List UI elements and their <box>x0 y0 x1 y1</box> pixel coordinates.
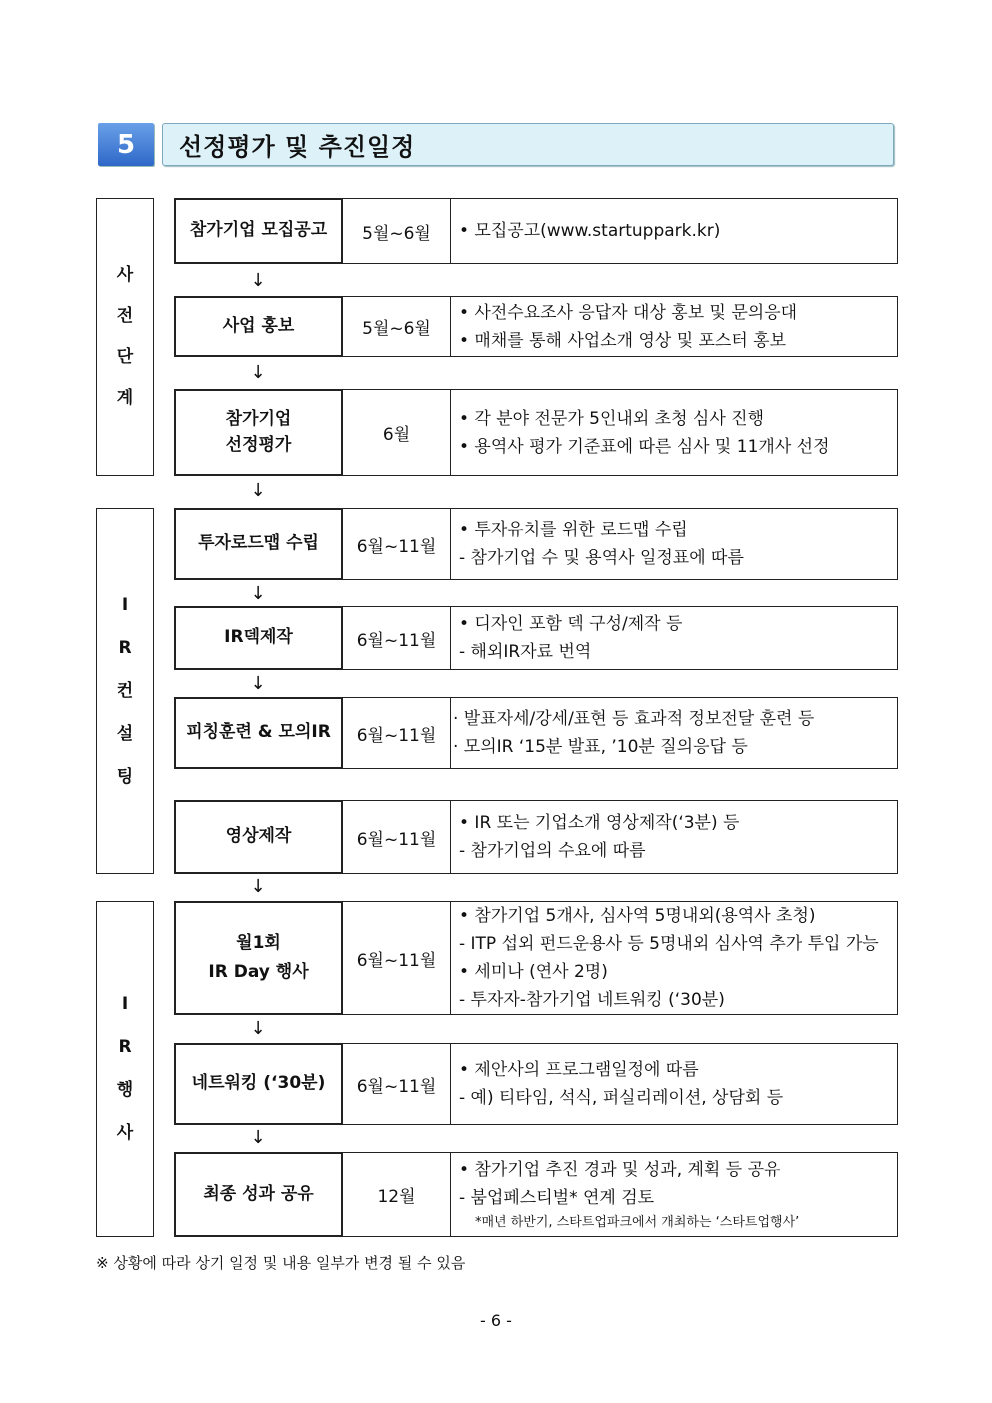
phase-char: 계 <box>116 388 134 408</box>
arrow-down-icon: ↓ <box>250 1127 266 1148</box>
detail-line: • IR 또는 기업소개 영상제작(‘3분) 등 <box>459 813 740 833</box>
step-name: 영상제작 <box>174 800 343 874</box>
arrow-down-icon: ↓ <box>250 583 266 604</box>
detail-footnote: *매년 하반기, 스타트업파크에서 개최하는 ‘스타트업행사’ <box>475 1214 800 1230</box>
detail-line: · 발표자세/강세/표현 등 효과적 정보전달 훈련 등 <box>453 709 815 729</box>
step-name-line: 참가기업 <box>225 409 292 429</box>
detail-line: · 모의IR ‘15분 발표, ’10분 질의응답 등 <box>453 737 748 757</box>
step-name <box>174 901 343 1015</box>
step-period: 6월~11월 <box>343 901 451 1015</box>
detail-line: - 참가기업 수 및 용역사 일정표에 따름 <box>459 548 744 568</box>
schedule-row <box>174 1152 898 1237</box>
step-period: 6월 <box>343 389 451 476</box>
phase-char: R <box>118 637 132 658</box>
schedule-row <box>174 198 898 264</box>
step-name: 사업 홍보 <box>174 296 343 357</box>
step-name: 피칭훈련 & 모의IR <box>174 697 343 769</box>
step-name: 참가기업 모집공고 <box>174 198 343 264</box>
step-details <box>451 198 898 264</box>
step-details <box>451 800 898 874</box>
step-name-line: 선정평가 <box>225 434 292 455</box>
schedule-row <box>174 296 898 357</box>
step-name-line: IR Day 행사 <box>208 962 309 982</box>
phase-char: I <box>121 594 129 615</box>
schedule-row <box>174 606 898 670</box>
schedule-row <box>174 1043 898 1125</box>
step-name-line: 월1회 <box>236 933 281 954</box>
section-title <box>162 123 894 166</box>
schedule-row <box>174 508 898 580</box>
step-name: 네트워킹 (‘30분) <box>174 1043 343 1125</box>
arrow-down-icon: ↓ <box>250 270 266 291</box>
change-notice: ※ 상황에 따라 상기 일정 및 내용 일부가 변경 될 수 있음 <box>96 1254 466 1272</box>
arrow-down-icon: ↓ <box>250 673 266 694</box>
detail-line: • 참가기업 추진 경과 및 성과, 계획 등 공유 <box>459 1159 781 1180</box>
detail-line: • 세미나 (연사 2명) <box>459 962 608 982</box>
step-period: 12월 <box>343 1152 451 1237</box>
step-details <box>451 697 898 769</box>
schedule-row <box>174 389 898 476</box>
phase-char: 사 <box>116 265 134 285</box>
step-details <box>451 1152 898 1237</box>
detail-line: • 각 분야 전문가 5인내외 초청 심사 진행 <box>459 408 764 429</box>
detail-line: - 예) 티타임, 석식, 퍼실리레이션, 상담회 등 <box>459 1088 784 1108</box>
step-details <box>451 389 898 476</box>
schedule-row <box>174 901 898 1015</box>
detail-line: - 투자자-참가기업 네트워킹 (‘30분) <box>459 990 725 1010</box>
arrow-down-icon: ↓ <box>250 362 266 383</box>
phase-char: 설 <box>116 723 134 744</box>
phase-char: 컨 <box>116 680 134 701</box>
step-details <box>451 296 898 357</box>
step-period: 6월~11월 <box>343 1043 451 1125</box>
step-name: 최종 성과 공유 <box>174 1152 343 1237</box>
step-period: 6월~11월 <box>343 508 451 580</box>
section-number: 5 <box>98 123 154 166</box>
step-period: 6월~11월 <box>343 606 451 670</box>
step-details <box>451 1043 898 1125</box>
phase-char: I <box>121 994 129 1014</box>
arrow-down-icon: ↓ <box>250 480 266 501</box>
detail-line: - ITP 섭외 펀드운용사 등 5명내외 심사역 추가 투입 가능 <box>459 934 879 954</box>
detail-line: • 모집공고(www.startuppark.kr) <box>459 221 721 241</box>
phase-char: 행 <box>116 1080 134 1100</box>
phase-char: 단 <box>116 347 134 367</box>
step-period: 6월~11월 <box>343 697 451 769</box>
detail-line: - 붐업페스티벌* 연계 검토 <box>459 1187 655 1208</box>
step-name: IR덱제작 <box>174 606 343 670</box>
detail-line: • 사전수요조사 응답자 대상 홍보 및 문의응대 <box>459 302 798 323</box>
step-period: 5월~6월 <box>343 198 451 264</box>
schedule-row <box>174 800 898 874</box>
phase-char: 사 <box>116 1123 134 1143</box>
arrow-down-icon: ↓ <box>250 876 266 897</box>
page-number: - 6 - <box>480 1311 512 1330</box>
phase-ir-consult <box>96 508 154 874</box>
phase-ir-event <box>96 901 154 1237</box>
detail-line: • 제안사의 프로그램일정에 따름 <box>459 1060 699 1080</box>
step-details <box>451 508 898 580</box>
section-title-text: 선정평가 및 추진일정 <box>179 133 416 161</box>
phase-char: 팅 <box>116 766 134 787</box>
phase-pre <box>96 198 154 476</box>
detail-line: - 해외IR자료 번역 <box>459 642 592 662</box>
detail-line: • 디자인 포함 덱 구성/제작 등 <box>459 614 683 634</box>
phase-char: 전 <box>116 306 134 326</box>
detail-line: • 매채를 통해 사업소개 영상 및 포스터 홍보 <box>459 330 787 351</box>
detail-line: • 용역사 평가 기준표에 따른 심사 및 11개사 선정 <box>459 436 830 457</box>
step-details <box>451 606 898 670</box>
step-details <box>451 901 898 1015</box>
step-period: 6월~11월 <box>343 800 451 874</box>
step-period: 5월~6월 <box>343 296 451 357</box>
arrow-down-icon: ↓ <box>250 1018 266 1039</box>
step-name: 투자로드맵 수립 <box>174 508 343 580</box>
detail-line: - 참가기업의 수요에 따름 <box>459 841 646 861</box>
step-name <box>174 389 343 476</box>
schedule-row <box>174 697 898 769</box>
phase-char: R <box>118 1037 132 1057</box>
detail-line: • 참가기업 5개사, 심사역 5명내외(용역사 초청) <box>459 906 816 926</box>
detail-line: • 투자유치를 위한 로드맵 수립 <box>459 520 688 540</box>
